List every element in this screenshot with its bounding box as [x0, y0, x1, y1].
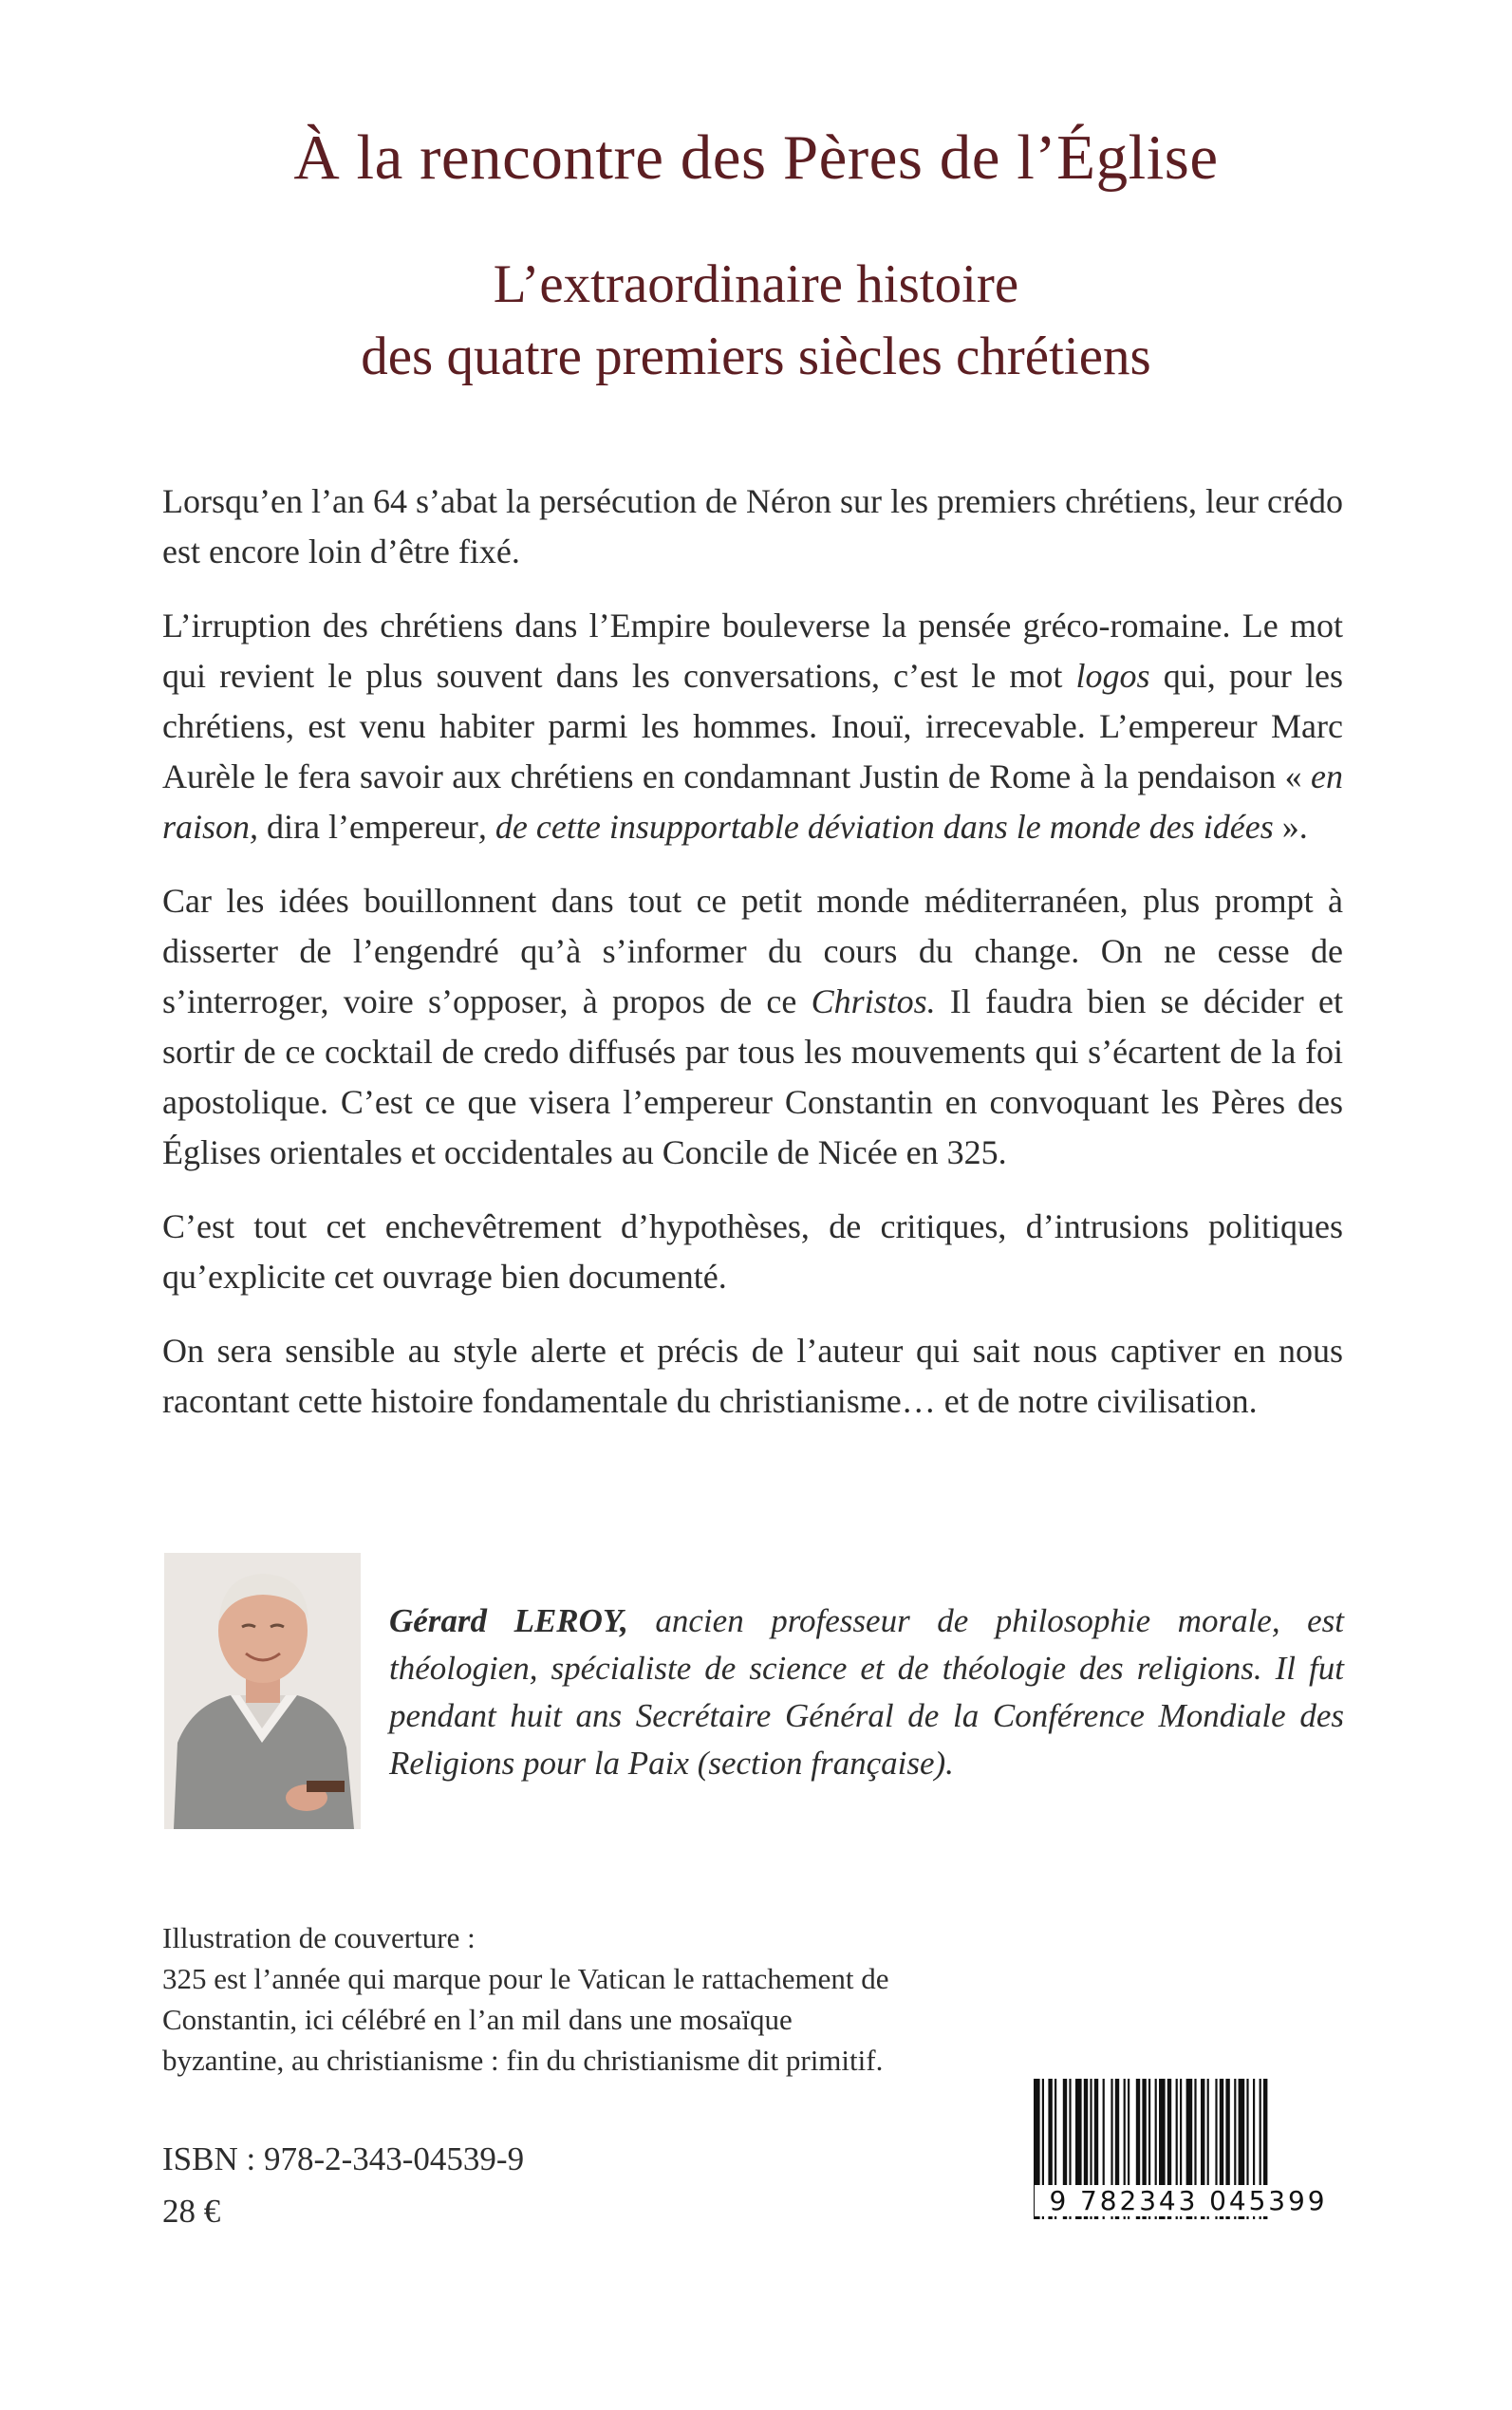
p2-text-c: dira l’empereur	[258, 808, 478, 846]
p3-text-b: Il faudra bien se décider et sortir de ce cocktail de credo diffusés par tous les mouvements qui s’écartent de la foi apostolique. C’est ce que visera l’empereur Constantin en convoquant les Pères des Églises orientales et occidentales au Concile de Nicée en 325.	[162, 982, 1343, 1171]
p2-en-raison: en raison,	[162, 757, 1343, 846]
subtitle-line-2: des quatre premiers siècles chrétiens	[361, 327, 1151, 386]
credit-heading: Illustration de couverture :	[162, 1921, 476, 1954]
book-subtitle	[0, 249, 1512, 393]
p3-christos: Christos.	[811, 982, 936, 1020]
author-bio	[389, 1597, 1344, 1787]
credit-text: 325 est l’année qui marque pour le Vatican le rattachement de Constantin, ici célébré en l’an mil dans une mosaïque byzantine, au christianisme : fin du christianisme dit primitif.	[162, 1962, 889, 2077]
blurb-paragraph-3	[162, 876, 1343, 1178]
book-title: À la rencontre des Pères de l’Église	[293, 122, 1219, 193]
blurb-paragraph-4: C’est tout cet enchevêtrement d’hypothèses, de critiques, d’intrusions politiques qu’explicite cet ouvrage bien documenté.	[162, 1207, 1343, 1296]
blurb-paragraph-2	[162, 601, 1343, 852]
p2-quote: , de cette insupportable déviation dans le monde des idées	[477, 808, 1274, 846]
p2-text-b: qui, pour les chrétiens, est venu habiter parmi les hommes. Inouï, irrecevable. L’empereur Marc Aurèle le fera savoir aux chrétiens en condamnant Justin de Rome à la pendaison «	[162, 657, 1343, 795]
isbn: ISBN : 978-2-343-04539-9	[162, 2140, 525, 2177]
barcode-digits: 9 782343 045399	[1035, 2185, 1342, 2216]
author-bio-text: ancien professeur de philosophie morale, est théologien, spécialiste de science et de théologie des religions. Il fut pendant huit ans Secrétaire Général de la Conférence Mondiale des Religions pour la Paix (section française).	[389, 1602, 1344, 1782]
author-photo	[164, 1553, 361, 1829]
barcode	[1030, 2079, 1343, 2288]
p2-logos: logos	[1075, 657, 1150, 695]
price: 28 €	[162, 2193, 221, 2230]
blurb-paragraph-1: Lorsqu’en l’an 64 s’abat la persécution de Néron sur les premiers chrétiens, leur crédo est encore loin d’être fixé.	[162, 482, 1343, 570]
author-portrait-image	[164, 1553, 361, 1829]
blurb-paragraph-5: On sera sensible au style alerte et précis de l’auteur qui sait nous captiver en nous racontant cette histoire fondamentale du christianisme… et de notre civilisation.	[162, 1332, 1343, 1420]
cover-illustration-credit	[162, 1917, 903, 2081]
p3-text-a: Car les idées bouillonnent dans tout ce petit monde méditerranéen, plus prompt à disserter de l’engendré qu’à s’informer du cours du change. On ne cesse de s’interroger, voire s’opposer, à propos de ce	[162, 882, 1343, 1020]
author-name: Gérard LEROY,	[389, 1602, 628, 1639]
subtitle-line-1: L’extraordinaire histoire	[493, 254, 1019, 314]
p2-text-d: ».	[1273, 808, 1308, 846]
blurb	[162, 476, 1343, 1450]
p2-text-a: L’irruption des chrétiens dans l’Empire bouleverse la pensée gréco-romaine. Le mot qui revient le plus souvent dans les conversations, c’est le mot	[162, 607, 1343, 695]
